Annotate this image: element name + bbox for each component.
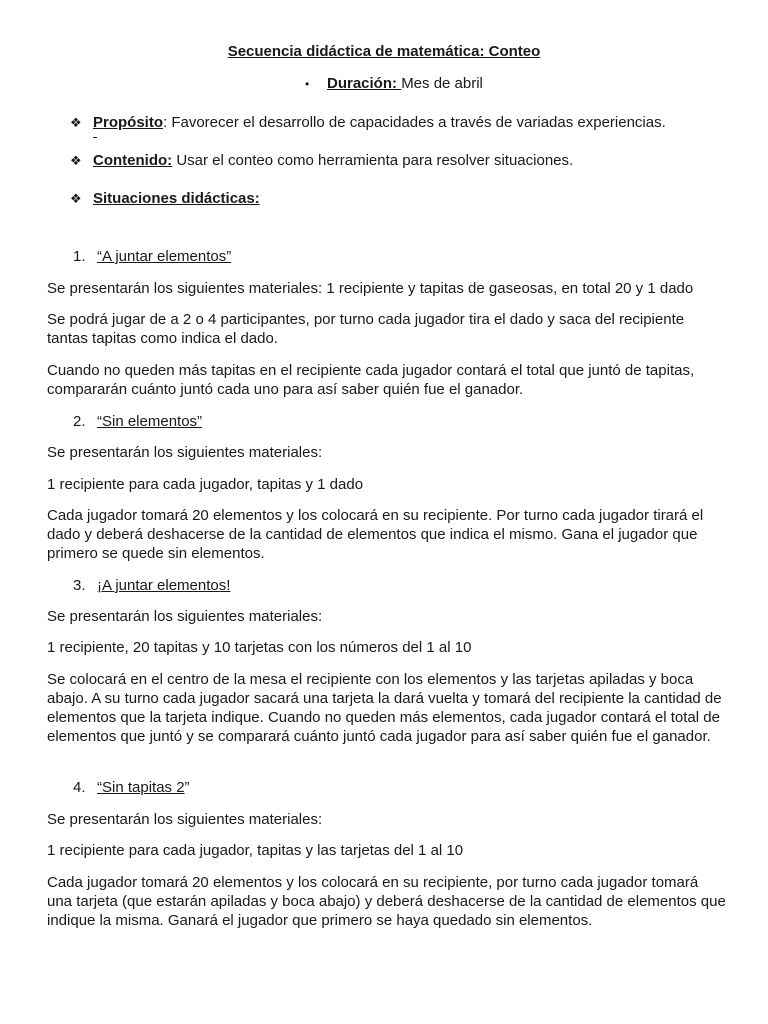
paragraph: Cuando no queden más tapitas en el recipiente cada jugador contará el total que juntó de tapitas, compararán cuánto juntó cada uno para así saber quién fue el ganador. (47, 362, 695, 398)
situation-heading (73, 576, 230, 595)
duration-line (305, 74, 483, 94)
situation-heading (73, 778, 190, 797)
paragraph: Cada jugador tomará 20 elementos y los colocará en su recipiente. Por turno cada jugador tirará el dado y deberá deshacerse de la cantidad de elementos que indica el mismo. Gana el jugador que primero se quede sin elementos. (47, 507, 704, 562)
paragraph: Se presentarán los siguientes materiales: (47, 608, 323, 625)
situation-number: 1. (73, 248, 86, 265)
paragraph: Se colocará en el centro de la mesa el recipiente con los elementos y las tarjetas apiladas y boca abajo. A su turno cada jugador sacará una tarjeta la dará vuelta y tomará del recipiente la cantidad de elementos que la tarjeta indique. Cuando no queden más elementos, cada jugador contará el total de elementos que juntó y se comparará cuánto juntó cada jugador para así saber quién fue el ganador. (47, 671, 722, 745)
diamond-bullet-icon: ❖ (70, 191, 82, 206)
objective-text: : Favorecer el desarrollo de capacidades a través de variadas experiencias. (163, 114, 666, 131)
bullet-icon: • (305, 77, 310, 91)
situation-heading (73, 247, 231, 266)
objective-situations (70, 189, 260, 208)
objective-label: Propósito (93, 114, 163, 131)
paragraph: 1 recipiente, 20 tapitas y 10 tarjetas con los números del 1 al 10 (47, 639, 472, 656)
situation-title-suffix: ” (184, 779, 190, 796)
paragraph: Se presentarán los siguientes materiales: (47, 444, 323, 461)
diamond-bullet-icon: ❖ (70, 153, 82, 168)
objective-label: Situaciones didácticas: (93, 190, 260, 207)
objective-label: Contenido: (93, 152, 173, 169)
situation-number: 4. (73, 779, 86, 796)
paragraph: Cada jugador tomará 20 elementos y los colocará en su recipiente, por turno cada jugador tomará una tarjeta (que estarán apiladas y boca abajo) y deberá deshacerse de la cantidad de elementos que indique la misma. Ganará el jugador que primero se haya quedado sin elementos. (47, 874, 726, 929)
stray-dash-mark (93, 137, 97, 138)
situation-number: 3. (73, 577, 86, 594)
paragraph: Se presentarán los siguientes materiales: (47, 811, 323, 828)
paragraph: Se podrá jugar de a 2 o 4 participantes, por turno cada jugador tira el dado y saca del recipiente tantas tapitas como indica el dado. (47, 311, 685, 347)
situation-title: “Sin tapitas 2 (97, 779, 185, 796)
duration-value: Mes de abril (401, 75, 483, 92)
paragraph: 1 recipiente para cada jugador, tapitas y 1 dado (47, 476, 364, 493)
situation-title: “Sin elementos” (97, 413, 203, 430)
document-title: Secuencia didáctica de matemática: Conteo (227, 43, 541, 60)
situation-heading (73, 412, 202, 431)
paragraph: Se presentarán los siguientes materiales: 1 recipiente y tapitas de gaseosas, en total 20 y 1 dado (47, 280, 694, 297)
objective-content (70, 151, 573, 170)
objective-purpose (70, 113, 666, 132)
duration-label: Duración: (327, 75, 402, 92)
situation-title: “A juntar elementos” (97, 248, 232, 265)
diamond-bullet-icon: ❖ (70, 115, 82, 130)
objective-text: Usar el conteo como herramienta para resolver situaciones. (172, 152, 574, 169)
situation-number: 2. (73, 413, 86, 430)
paragraph: 1 recipiente para cada jugador, tapitas y las tarjetas del 1 al 10 (47, 842, 464, 859)
situation-title: ¡A juntar elementos! (97, 577, 231, 594)
